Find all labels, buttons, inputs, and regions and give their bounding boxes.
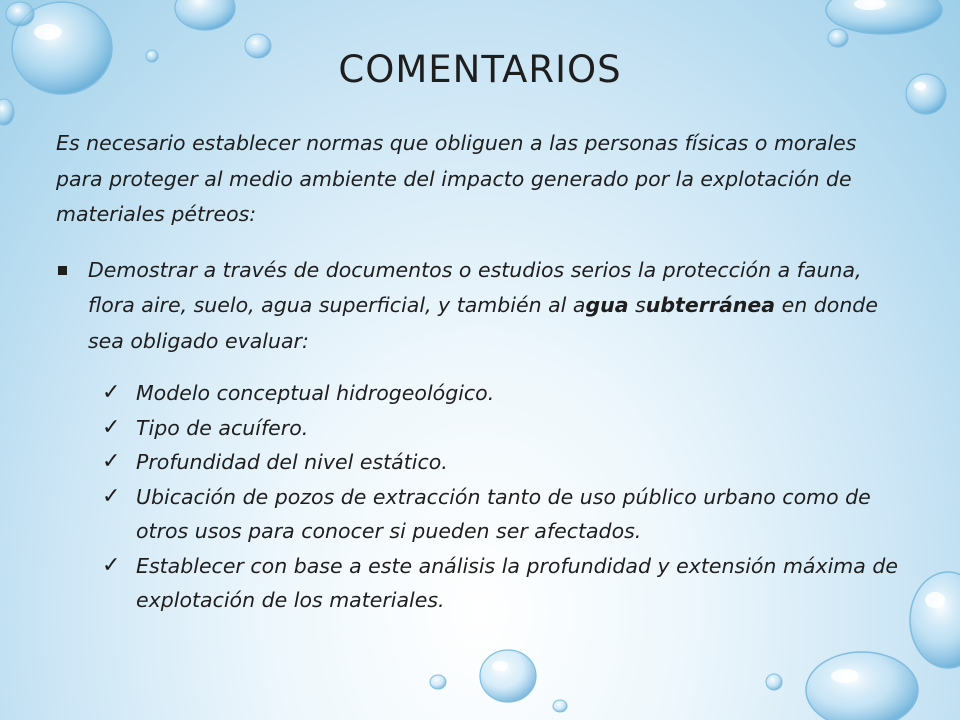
water-droplet-icon: [430, 675, 446, 689]
checklist-item-text: Profundidad del nivel estático.: [136, 450, 448, 474]
checkmark-icon: ✓: [102, 414, 121, 440]
bullet-bold-word-b: ubterránea: [645, 293, 776, 317]
bullet-text-after: en donde sea obligado evaluar:: [88, 293, 878, 353]
checkmark-icon: ✓: [102, 380, 121, 405]
checklist-item-text: Establecer con base a este análisis la profundidad y extensión máxima de explotación de los materiales.: [136, 553, 898, 612]
water-droplet-icon: [806, 652, 918, 720]
water-droplet-icon: [480, 650, 536, 702]
bullet-bold-word-a: gua: [585, 293, 629, 317]
bullet-text-before: Demostrar a través de documentos o estudios serios la protección a fauna, flora aire, suelo, agua superficial, y también al a: [88, 257, 862, 317]
water-droplet-icon: [553, 700, 567, 712]
square-bullet-icon: [58, 266, 67, 275]
checkmark-icon: ✓: [102, 449, 121, 474]
checklist-item: [102, 445, 906, 480]
intro-paragraph: Es necesario establecer normas que obliguen a las personas físicas o morales para proteger al medio ambiente del impacto generado por la explotación de materiales pétreos:: [56, 131, 857, 226]
bullet-item: [56, 253, 906, 360]
checklist-item-text: Tipo de acuífero.: [136, 415, 309, 440]
water-droplet-icon: [826, 0, 942, 34]
water-droplet-icon: [910, 572, 960, 668]
slide-title: COMENTARIOS: [338, 48, 622, 91]
water-droplet-icon: [175, 0, 235, 30]
water-droplet-icon: [766, 674, 782, 690]
checklist-item: [102, 480, 906, 549]
checklist: [56, 376, 906, 618]
checkmark-icon: ✓: [102, 483, 121, 509]
bullet-plain-letter: s: [635, 293, 646, 317]
water-droplet-icon: [0, 99, 14, 125]
checklist-item: [102, 376, 906, 411]
checklist-item-text: Modelo conceptual hidrogeológico.: [136, 381, 495, 405]
water-droplet-icon: [828, 29, 848, 47]
checklist-item-text: Ubicación de pozos de extracción tanto de uso público urbano como de otros usos para conocer si pueden ser afectados.: [136, 484, 871, 543]
checklist-item: [102, 549, 906, 618]
checkmark-icon: ✓: [102, 552, 121, 578]
checklist-item: [102, 411, 906, 446]
slide-body: [56, 126, 906, 618]
water-droplet-icon: [6, 2, 34, 26]
